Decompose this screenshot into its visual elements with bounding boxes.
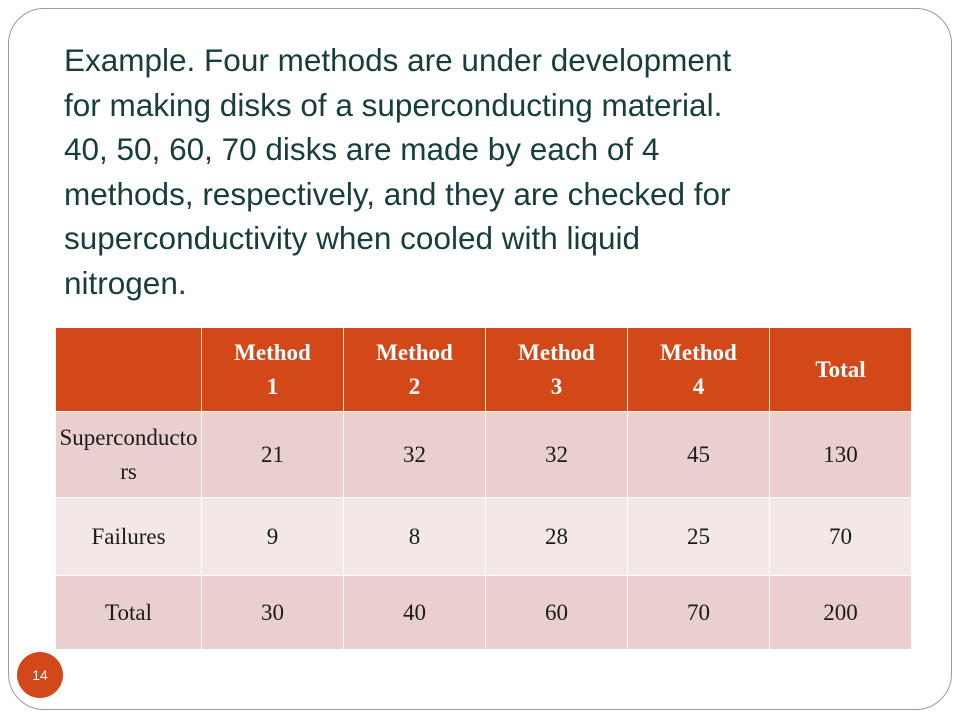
table-row-superconductors	[56, 412, 912, 498]
row-label-total: Total	[56, 576, 202, 650]
table-cell: 130	[770, 412, 912, 498]
table-cell: 40	[344, 576, 486, 650]
contingency-table	[55, 327, 912, 650]
header-method-1: Method 1	[202, 328, 344, 412]
table-row-total	[56, 576, 912, 650]
table-row-failures	[56, 498, 912, 576]
table-cell: 60	[486, 576, 628, 650]
header-method-4: Method 4	[628, 328, 770, 412]
row-label-failures: Failures	[56, 498, 202, 576]
table-cell: 28	[486, 498, 628, 576]
table-cell: 32	[486, 412, 628, 498]
page-number: 14	[32, 667, 48, 683]
header-corner-cell	[56, 328, 202, 412]
slide-body-text: Example. Four methods are under development for making disks of a superconducting material. 40, 50, 60, 70 disks are made by each of 4 methods, respectively, and they are checked for superconductivity when cooled with liquid nitrogen.	[64, 42, 732, 301]
header-total: Total	[770, 328, 912, 412]
page-number-badge	[17, 652, 63, 698]
table-cell: 25	[628, 498, 770, 576]
table-cell: 9	[202, 498, 344, 576]
table-header-row	[56, 328, 912, 412]
table-cell: 45	[628, 412, 770, 498]
header-method-2: Method 2	[344, 328, 486, 412]
table-cell: 70	[770, 498, 912, 576]
table-cell: 70	[628, 576, 770, 650]
table-cell: 32	[344, 412, 486, 498]
table-cell: 8	[344, 498, 486, 576]
table-cell: 21	[202, 412, 344, 498]
header-method-3: Method 3	[486, 328, 628, 412]
table-cell: 200	[770, 576, 912, 650]
row-label-superconductors: Superconductors	[56, 412, 202, 498]
table-cell: 30	[202, 576, 344, 650]
